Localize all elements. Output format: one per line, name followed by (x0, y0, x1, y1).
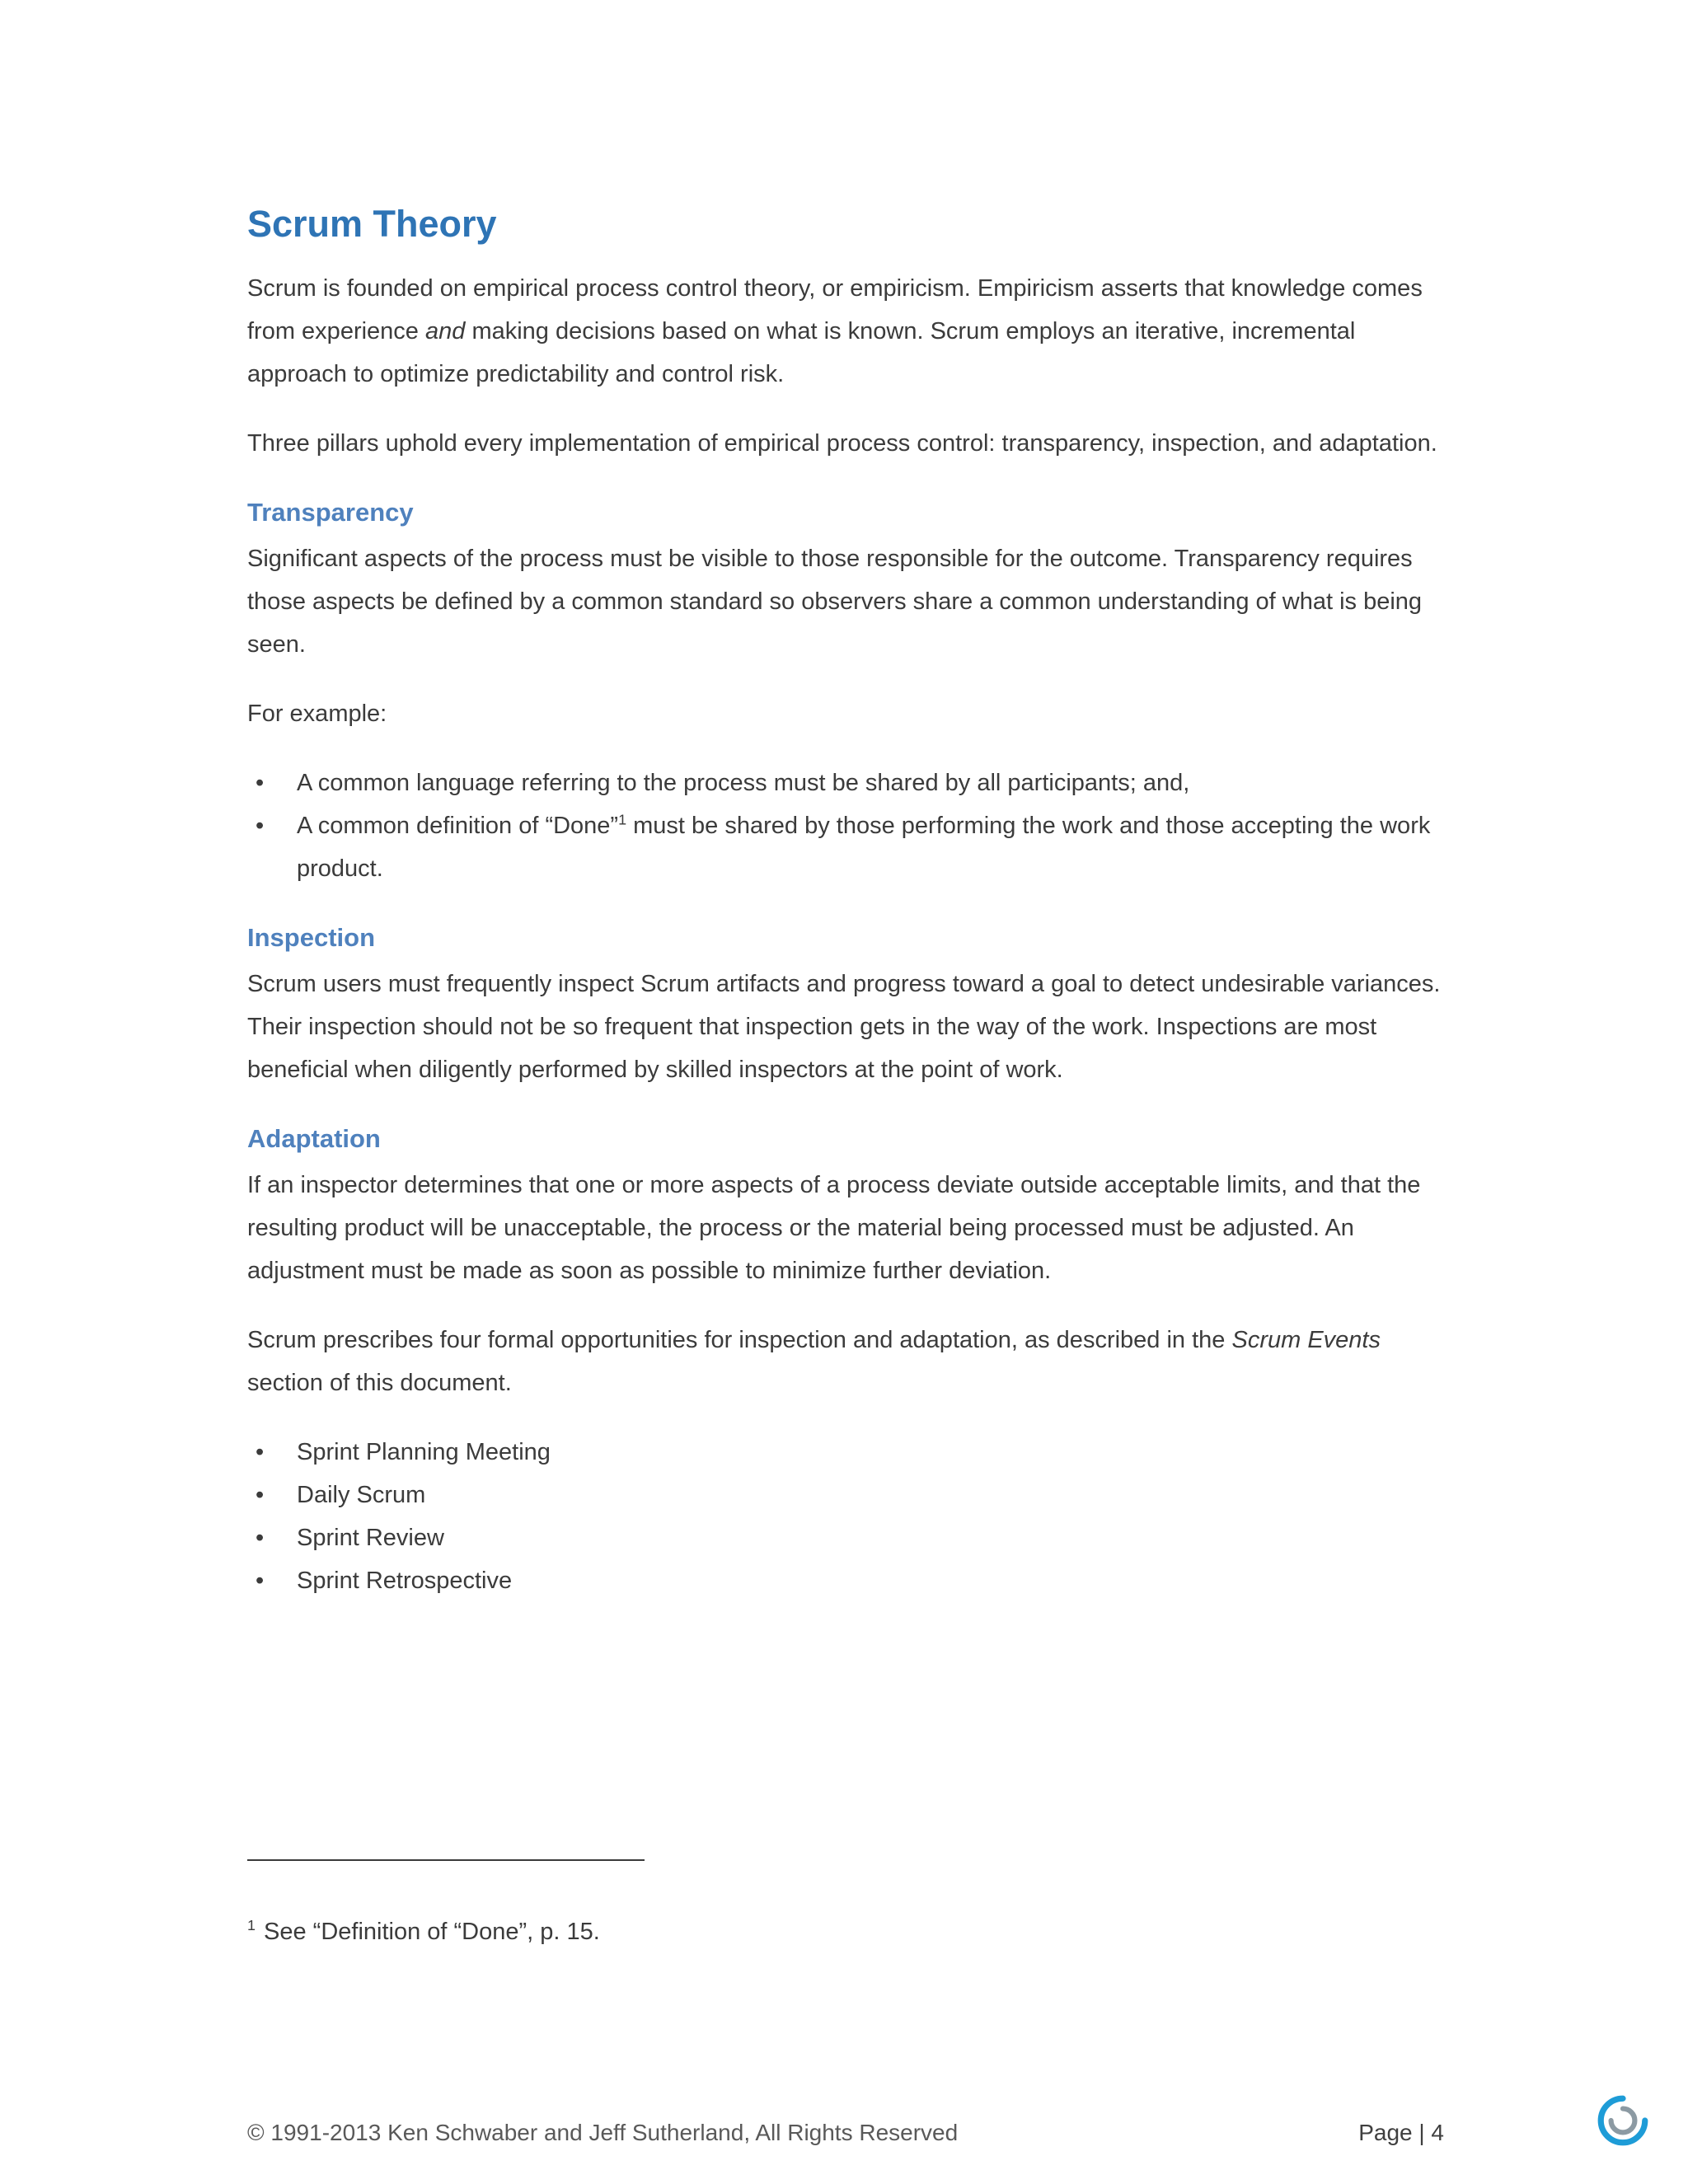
italic-text: and (425, 318, 466, 344)
page-footer (247, 2120, 1444, 2146)
paragraph-inspection: Scrum users must frequently inspect Scrum artifacts and progress toward a goal to detect undesirable variances. Their inspection should not be so frequent that inspection gets in the way of the work. Inspections are most beneficial when diligently performed by skilled inspectors at the point of work. (247, 971, 1441, 1083)
text-segment: Sprint Retrospective (297, 1568, 513, 1594)
logo-inner-swirl (1611, 2109, 1635, 2133)
copyright-text: © 1991-2013 Ken Schwaber and Jeff Sutherland, All Rights Reserved (247, 2120, 959, 2145)
paragraph-for-example: For example: (247, 701, 387, 727)
logo-outer-swirl (1601, 2098, 1645, 2143)
transparency-bullet-list (247, 762, 1444, 890)
text-segment: Scrum prescribes four formal opportunities for inspection and adaptation, as described in the (247, 1327, 1232, 1353)
list-item (247, 804, 1444, 890)
text-segment: section of this document. (247, 1370, 512, 1396)
text-segment: Sprint Review (297, 1525, 444, 1551)
page-number: Page | 4 (1358, 2120, 1444, 2145)
list-item (247, 762, 1444, 804)
paragraph-adaptation-1: If an inspector determines that one or more aspects of a process deviate outside acceptable limits, and that the resulting product will be unacceptable, the process or the material being processed must be adjusted. An adjustment must be made as soon as possible to minimize further deviation. (247, 1172, 1421, 1284)
text-segment: Daily Scrum (297, 1482, 426, 1508)
paragraph-intro-1 (247, 267, 1444, 396)
text-segment: must be shared by those performing the work and those accepting the work product. (297, 813, 1431, 882)
bullet-icon: • (256, 770, 265, 796)
bullet-icon: • (256, 1568, 265, 1594)
bullet-icon: • (256, 1439, 265, 1465)
list-item (247, 1559, 1444, 1602)
text-segment: Sprint Planning Meeting (297, 1439, 551, 1465)
paragraph-adaptation-2 (247, 1319, 1444, 1404)
footnote-number: 1 (247, 1917, 256, 1934)
paragraph-transparency: Significant aspects of the process must be visible to those responsible for the outcome. Transparency requires those aspects be defined by a common standard so observers share a common understanding of what is being seen. (247, 546, 1423, 658)
footnote-text: See “Definition of “Done”, p. 15. (264, 1919, 600, 1945)
list-item (247, 1431, 1444, 1474)
text-segment: A common definition of “Done” (297, 813, 619, 839)
italic-text: Scrum Events (1231, 1327, 1381, 1353)
bullet-icon: • (256, 1525, 265, 1551)
bullet-icon: • (256, 1482, 265, 1508)
adaptation-bullet-list (247, 1431, 1444, 1602)
section-heading-inspection: Inspection (247, 923, 376, 952)
page-content (247, 201, 1444, 1629)
footnote (247, 1910, 1444, 1953)
paragraph-intro-2: Three pillars uphold every implementation of empirical process control: transparency, inspection, and adaptation. (247, 430, 1437, 457)
page-title: Scrum Theory (247, 203, 497, 245)
list-item (247, 1474, 1444, 1516)
footnote-separator (247, 1859, 645, 1861)
section-heading-transparency: Transparency (247, 498, 414, 527)
list-item (247, 1516, 1444, 1559)
footnote-reference: 1 (618, 811, 627, 828)
text-segment: Scrum is founded on empirical process control theory, or empiricism. Empiricism asserts that knowledge comes from experience (247, 275, 1423, 344)
scrum-logo-icon (1594, 2092, 1652, 2149)
text-segment: making decisions based on what is known. Scrum employs an iterative, incremental approach to optimize predictability and control risk. (247, 318, 1356, 387)
section-heading-adaptation: Adaptation (247, 1124, 381, 1153)
text-segment: A common language referring to the process must be shared by all participants; and, (297, 770, 1190, 796)
bullet-icon: • (256, 813, 265, 839)
